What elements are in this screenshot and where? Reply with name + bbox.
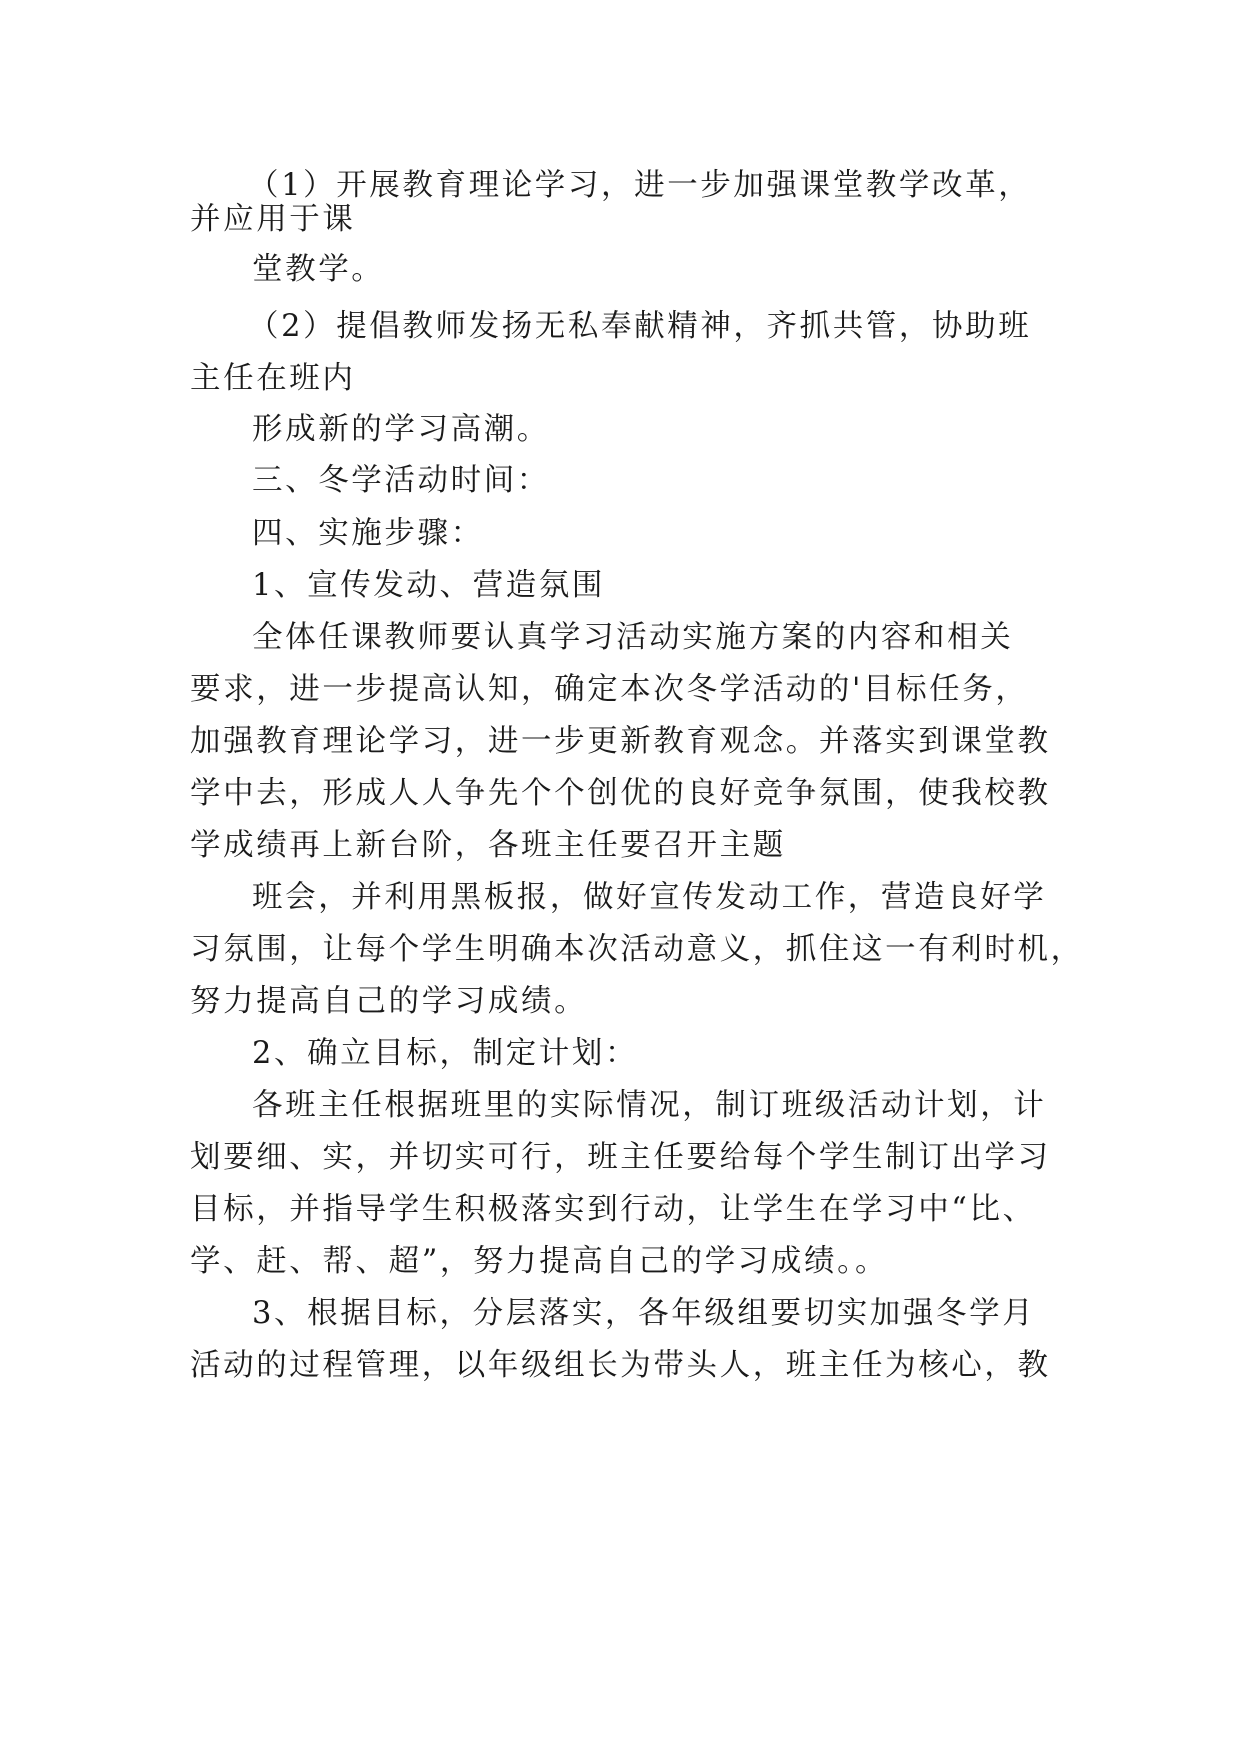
text-line: 加强教育理论学习，进一步更新教育观念。并落实到课堂教 bbox=[190, 724, 1051, 759]
text-line: 全体任课教师要认真学习活动实施方案的内容和相关 bbox=[252, 620, 1014, 655]
text-line: （2）提倡教师发扬无私奉献精神，齐抓共管，协助班 bbox=[248, 309, 1032, 344]
text-line: 要求，进一步提高认知，确定本次冬学活动的'目标任务， bbox=[190, 672, 1029, 707]
text-line: 3、根据目标，分层落实，各年级组要切实加强冬学月 bbox=[252, 1296, 1036, 1331]
text-line: 班会，并利用黑板报，做好宣传发动工作，营造良好学 bbox=[252, 880, 1047, 915]
text-line: 学、赶、帮、超”，努力提高自己的学习成绩。。 bbox=[190, 1244, 889, 1279]
text-line: （1）开展教育理论学习，进一步加强课堂教学改革， bbox=[248, 168, 1032, 203]
text-line: 堂教学。 bbox=[252, 252, 385, 287]
text-line: 习氛围，让每个学生明确本次活动意义，抓住这一有利时机， bbox=[190, 932, 1084, 967]
text-line: 四、实施步骤： bbox=[252, 516, 484, 551]
text-line: 形成新的学习高潮。 bbox=[252, 412, 550, 447]
text-line: 活动的过程管理，以年级组长为带头人，班主任为核心，教 bbox=[190, 1348, 1051, 1383]
text-line: 目标，并指导学生积极落实到行动，让学生在学习中“比、 bbox=[190, 1192, 1036, 1227]
text-line: 各班主任根据班里的实际情况，制订班级活动计划，计 bbox=[252, 1088, 1047, 1123]
text-line: 学成绩再上新台阶，各班主任要召开主题 bbox=[190, 828, 786, 863]
text-line: 学中去，形成人人争先个个创优的良好竞争氛围，使我校教 bbox=[190, 776, 1051, 811]
text-line: 并应用于课 bbox=[190, 202, 356, 237]
text-line: 努力提高自己的学习成绩。 bbox=[190, 984, 588, 1019]
text-line: 1、宣传发动、营造氛围 bbox=[252, 568, 606, 603]
text-line: 2、确立目标，制定计划： bbox=[252, 1036, 639, 1071]
text-line: 主任在班内 bbox=[190, 361, 356, 396]
text-line: 划要细、实，并切实可行，班主任要给每个学生制订出学习 bbox=[190, 1140, 1051, 1175]
text-line: 三、冬学活动时间： bbox=[252, 463, 550, 498]
